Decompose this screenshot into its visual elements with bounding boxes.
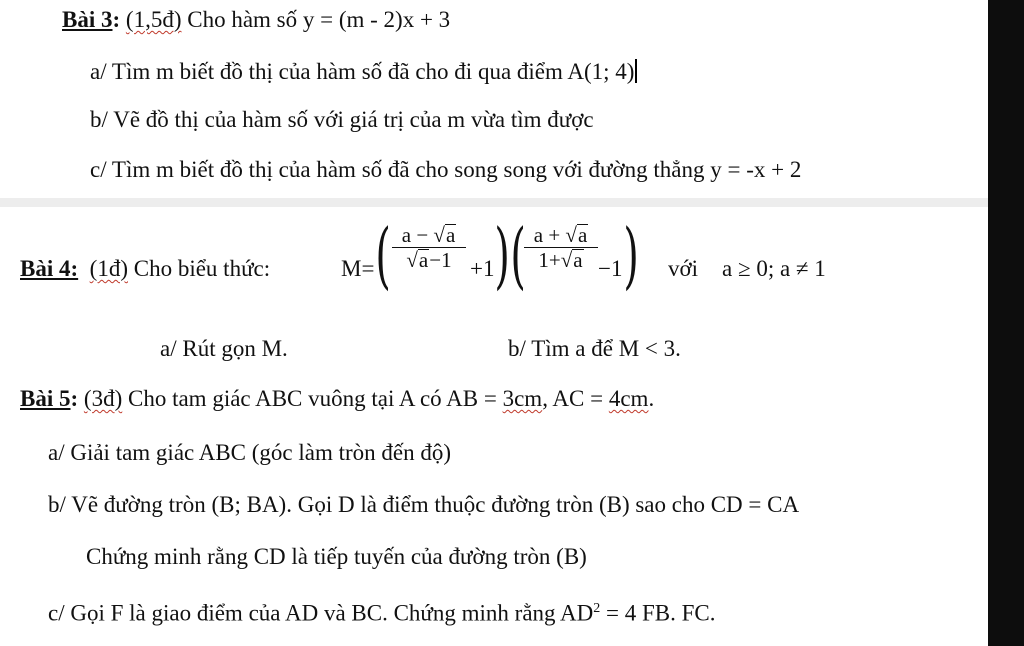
bai3-part-b: b/ Vẽ đồ thị của hàm số với giá trị của m vừa tìm được (90, 107, 594, 132)
bai4-points: (1đ) (89, 256, 128, 281)
ac-value: 4cm (608, 386, 649, 411)
bai3-part-a: a/ Tìm m biết đồ thị của hàm số đã cho đi qua điểm A(1; 4) (90, 58, 637, 86)
bai5-part-a: a/ Giải tam giác ABC (góc làm tròn đến độ) (48, 440, 452, 465)
open-paren-1: ( (375, 213, 391, 297)
bai5-part-b: b/ Vẽ đường tròn (B; BA). Gọi D là điểm thuộc đường tròn (B) sao cho CD = CA (48, 492, 800, 517)
bai4-part-a: a/ Rút gọn M. (160, 336, 288, 361)
bai4-part-b: b/ Tìm a để M < 3. (508, 336, 681, 361)
open-paren-2: ( (510, 213, 526, 297)
bai5-points: (3đ) (83, 386, 123, 411)
text-cursor (635, 59, 637, 83)
bai4-heading: Bài 4: (1đ) Cho biểu thức: (20, 256, 271, 281)
bai5-part-c: c/ Gọi F là giao điểm của AD và BC. Chứng minh rằng $AD^2 = 4$ FB. FC. (48, 600, 716, 626)
condition: a ≥ 0; a ≠ 1 (722, 256, 826, 281)
bai5-heading: Bài 5: (3đ) Cho tam giác ABC vuông tại A có AB = 3cm, AC = 4cm. (20, 386, 655, 411)
bai3-part-c: c/ Tìm m biết đồ thị của hàm số đã cho song song với đường thẳng y = -x + 2 (90, 157, 802, 182)
bai3-intro: Cho hàm số y = (m - 2)x + 3 (181, 7, 451, 32)
exercise-4-5-panel: Bài 4: (1đ) Cho biểu thức: M= ( $\frac{a - √a}{√a-1}$ +1 ) ( $\frac{a + √a}{1+√a}$ −1 ) với a ≥ 0; a ≠ 1 a/ Rút gọn M. b/ Tìm a để M < 3. Bài 5: (3đ) Cho tam giác ABC vuông tại A có AB = 3cm, AC = 4cm. a/ Giải tam giác ABC (góc làm tròn đến độ) b/ Vẽ đường tròn (B; BA). Gọi D là điểm thuộc đường tròn (B) sao cho CD = CA Chứng minh rằng CD là tiếp tuyến của đường tròn (B) c/ Gọi F là giao điểm của AD và BC. Chứng minh rằng $AD^2 = 4$ FB. FC. (0, 207, 988, 646)
close-paren-1: ) (494, 213, 510, 297)
exercise-3-panel (0, 0, 988, 198)
bai5-part-b-proof: Chứng minh rằng CD là tiếp tuyến của đường tròn (B) (86, 544, 587, 569)
fraction-1: $\frac{a - √a}{√a-1}$ (392, 223, 466, 272)
condition-word: với (668, 256, 699, 281)
ab-value: 3cm (502, 386, 543, 411)
bai3-heading: Bài 3: (1,5đ) Cho hàm số y = (m - 2)x + 3 (62, 7, 451, 32)
right-edge-bar (988, 0, 1024, 646)
bai3-points: (1,5đ) (125, 7, 182, 32)
bai4-intro: Cho biểu thức: (133, 256, 271, 281)
fraction-2: $\frac{a + √a}{1+√a}$ (524, 223, 598, 272)
close-paren-2: ) (623, 213, 639, 297)
